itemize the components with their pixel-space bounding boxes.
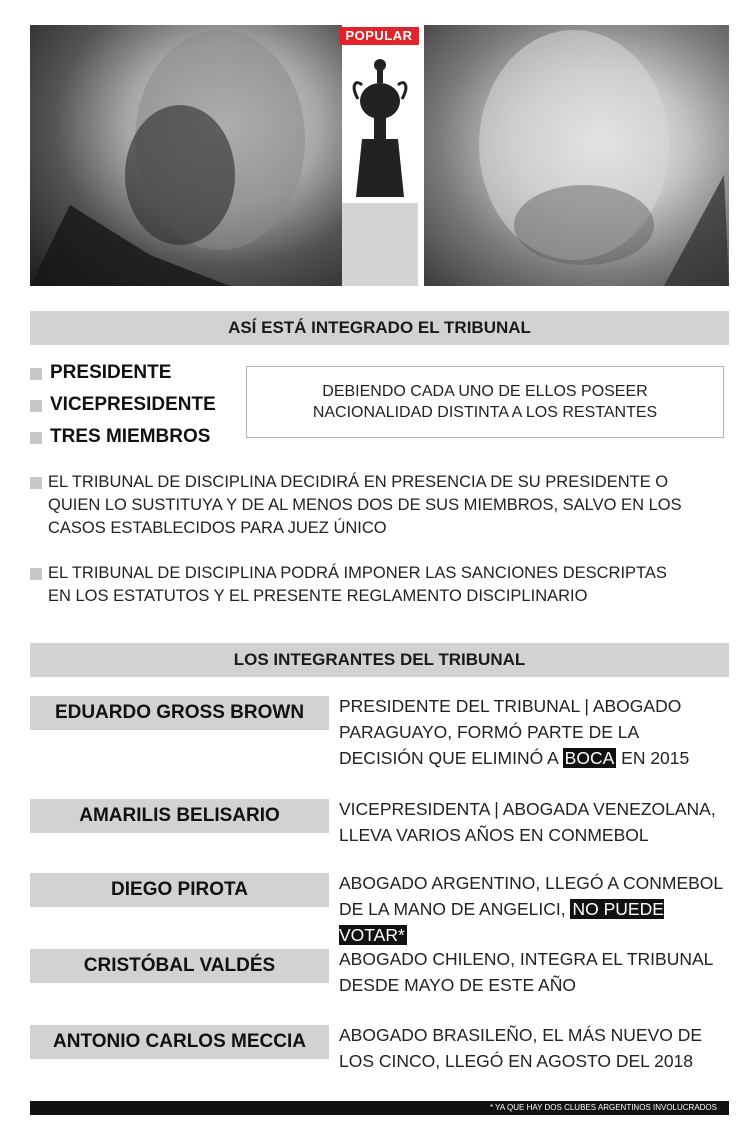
description-line: LOS CINCO, LLEGÓ EN AGOSTO DEL 2018 <box>339 1051 694 1071</box>
paragraph-line: EL TRIBUNAL DE DISCIPLINA DECIDIRÁ EN PRESENCIA DE SU PRESIDENTE O <box>48 473 669 491</box>
paragraph-line: EL TRIBUNAL DE DISCIPLINA PODRÁ IMPONER LAS SANCIONES DESCRIPTAS <box>48 564 667 582</box>
left-portrait-photo <box>30 25 342 286</box>
description-line: VICEPRESIDENTA | ABOGADA VENEZOLANA, <box>339 799 716 819</box>
description-line: PRESIDENTE DEL TRIBUNAL | ABOGADO <box>339 696 682 716</box>
bullet-square-icon <box>30 368 42 380</box>
note-line: DEBIENDO CADA UNO DE ELLOS POSEER <box>322 383 648 400</box>
bullet-square-icon <box>30 477 42 489</box>
note-line: NACIONALIDAD DISTINTA A LOS RESTANTES <box>312 404 658 421</box>
member-name: DIEGO PIROTA <box>30 873 329 907</box>
member-description <box>339 1022 734 1074</box>
role-members: TRES MIEMBROS <box>50 426 211 447</box>
section-heading-composition: ASÍ ESTÁ INTEGRADO EL TRIBUNAL <box>30 311 729 345</box>
brand-logo: POPULAR <box>339 27 419 45</box>
member-description <box>339 693 734 771</box>
bullet-square-icon <box>30 432 42 444</box>
member-description <box>339 796 734 848</box>
description-line: DECISIÓN QUE ELIMINÓ A BOCA EN 2015 <box>339 748 690 768</box>
member-description <box>339 870 734 948</box>
description-line: DE LA MANO DE ANGELICI, NO PUEDE VOTAR* <box>339 899 664 945</box>
description-line: ABOGADO ARGENTINO, LLEGÓ A CONMEBOL <box>339 873 724 893</box>
right-portrait-photo <box>424 25 729 286</box>
paragraph-line: EN LOS ESTATUTOS Y EL PRESENTE REGLAMENTO DISCIPLINARIO <box>48 587 588 605</box>
member-name: AMARILIS BELISARIO <box>30 799 329 833</box>
nationality-note-box <box>246 366 724 438</box>
member-description <box>339 946 734 998</box>
member-name: CRISTÓBAL VALDÉS <box>30 949 329 983</box>
highlight-no-puede-votar: NO PUEDE VOTAR* <box>339 899 664 945</box>
portrait-photo-icon <box>424 25 729 286</box>
description-line: ABOGADO BRASILEÑO, EL MÁS NUEVO DE <box>339 1025 703 1045</box>
trophy-icon <box>350 55 410 206</box>
role-vicepresident: VICEPRESIDENTE <box>50 394 216 415</box>
description-line: PARAGUAYO, FORMÓ PARTE DE LA <box>339 722 640 742</box>
paragraph-quorum <box>48 471 738 540</box>
role-president: PRESIDENTE <box>50 362 172 383</box>
portrait-photo-icon <box>30 25 342 286</box>
paragraph-sanctions <box>48 562 738 608</box>
member-name: EDUARDO GROSS BROWN <box>30 696 329 730</box>
paragraph-line: CASOS ESTABLECIDOS PARA JUEZ ÚNICO <box>48 519 387 537</box>
footnote-bar: * YA QUE HAY DOS CLUBES ARGENTINOS INVOLUCRADOS <box>30 1101 729 1115</box>
paragraph-line: QUIEN LO SUSTITUYA Y DE AL MENOS DOS DE SUS MIEMBROS, SALVO EN LOS <box>48 496 682 514</box>
description-line: DESDE MAYO DE ESTE AÑO <box>339 975 576 995</box>
member-name: ANTONIO CARLOS MECCIA <box>30 1025 329 1059</box>
description-line: LLEVA VARIOS AÑOS EN CONMEBOL <box>339 825 649 845</box>
trophy-pedestal <box>342 203 418 286</box>
highlight-boca: BOCA <box>564 748 615 768</box>
bullet-square-icon <box>30 400 42 412</box>
section-heading-members: LOS INTEGRANTES DEL TRIBUNAL <box>30 643 729 677</box>
description-line: ABOGADO CHILENO, INTEGRA EL TRIBUNAL <box>339 949 714 969</box>
bullet-square-icon <box>30 568 42 580</box>
